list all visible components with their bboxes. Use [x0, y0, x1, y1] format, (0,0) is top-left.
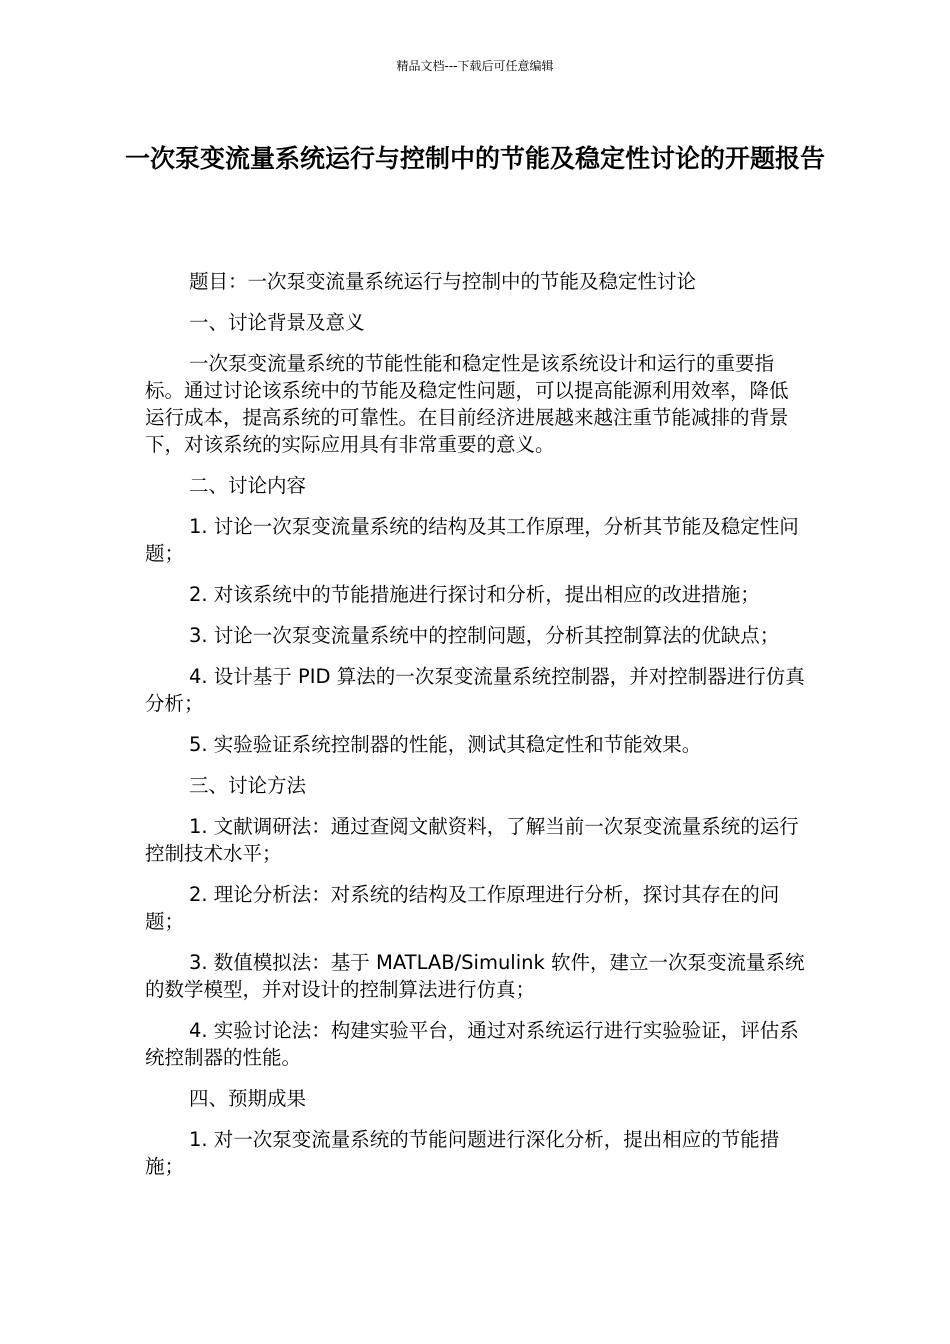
- header-note: 精品文档---下载后可任意编辑: [396, 59, 554, 73]
- section-heading: 四、预期成果: [189, 1087, 307, 1110]
- document-body: [145, 268, 805, 1194]
- list-item: 1. 对一次泵变流量系统的节能问题进行深化分析，提出相应的节能措施；: [145, 1128, 780, 1178]
- list-item: 4. 实验讨论法：构建实验平台，通过对系统运行进行实验验证，评估系统控制器的性能。: [145, 1019, 799, 1069]
- document-title: 一次泵变流量系统运行与控制中的节能及稳定性讨论的开题报告: [124, 144, 825, 173]
- section-heading: 一、讨论背景及意义: [189, 311, 365, 334]
- list-item: 4. 设计基于 PID 算法的一次泵变流量系统控制器，并对控制器进行仿真分析；: [145, 665, 805, 715]
- list-item: 1. 讨论一次泵变流量系统的结构及其工作原理，分析其节能及稳定性问题；: [145, 515, 799, 565]
- list-item: 1. 文献调研法：通过查阅文献资料，了解当前一次泵变流量系统的运行控制技术水平；: [145, 815, 799, 865]
- paragraph: 一次泵变流量系统的节能性能和稳定性是该系统设计和运行的重要指标。通过讨论该系统中的节能及稳定性问题，可以提高能源利用效率，降低运行成本，提高系统的可靠性。在目前经济进展越来越注重节能减排的背景下，对该系统的实际应用具有非常重要的意义。: [145, 352, 789, 456]
- list-item: 2. 理论分析法：对系统的结构及工作原理进行分析，探讨其存在的问题；: [145, 883, 780, 933]
- topic-line: 题目：一次泵变流量系统运行与控制中的节能及稳定性讨论: [189, 270, 697, 293]
- list-item: 3. 讨论一次泵变流量系统中的控制问题，分析其控制算法的优缺点；: [189, 624, 780, 647]
- list-item: 3. 数值模拟法：基于 MATLAB/Simulink 软件，建立一次泵变流量系统的数学模型，并对设计的控制算法进行仿真；: [145, 951, 805, 1001]
- list-item: 2. 对该系统中的节能措施进行探讨和分析，提出相应的改进措施；: [189, 583, 760, 606]
- section-heading: 三、讨论方法: [189, 774, 307, 797]
- section-heading: 二、讨论内容: [189, 474, 307, 497]
- list-item: 5. 实验验证系统控制器的性能，测试其稳定性和节能效果。: [189, 733, 702, 756]
